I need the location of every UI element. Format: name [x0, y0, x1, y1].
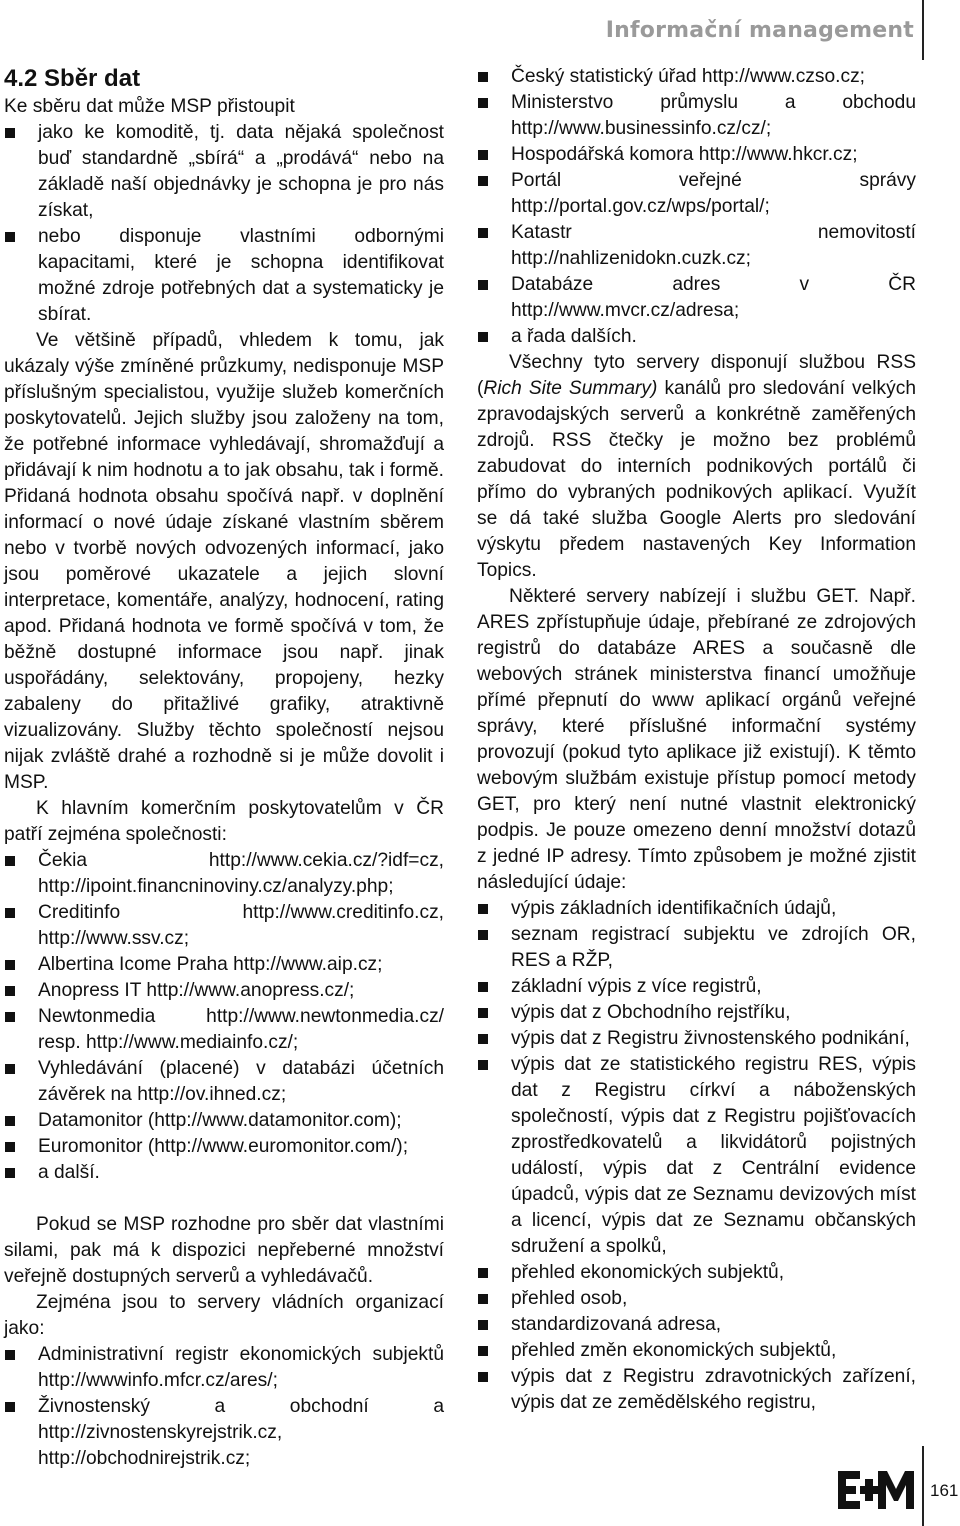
journal-logo-icon — [838, 1469, 914, 1511]
list-item: seznam registrací subjektu ve zdrojích OR, RES a RŽP, — [477, 922, 916, 974]
list-item: Čekia http://www.cekia.cz/?idf=cz, http://ipoint.financninoviny.cz/analyzy.php; — [4, 848, 444, 900]
page-number: 161 — [930, 1481, 959, 1500]
list-item: přehled osob, — [477, 1286, 916, 1312]
paragraph — [477, 350, 916, 584]
right-column — [477, 64, 916, 1416]
list-item: přehled ekonomických subjektů, — [477, 1260, 916, 1286]
list-item: výpis dat z Obchodního rejstříku, — [477, 1000, 916, 1026]
get-data-list — [477, 896, 916, 1416]
list-item: základní výpis z více registrů, — [477, 974, 916, 1000]
list-item: Anopress IT http://www.anopress.cz/; — [4, 978, 444, 1004]
paragraph: Některé servery nabízejí i službu GET. Např. ARES zpřístupňuje údaje, přebírané ze zdrojových registrů do databáze ARES a současně dle webových stránek ministerstva financí umožňuje přímé přepnutí do www aplikací orgánů veřejné správy, které příslušné informační systémy provozují (pokud tyto aplikace již existují). K těmto webovým službám existuje přístup pomocí metody GET, pro který není nutné vlastnit elektronický podpis. Je pouze omezeno denní množství dotazů z jedné IP adresy. Tímto způsobem je možné zjistit následující údaje: — [477, 586, 916, 893]
list-item: Newtonmedia http://www.newtonmedia.cz/ resp. http://www.mediainfo.cz/; — [4, 1004, 444, 1056]
list-item: Ministerstvo průmyslu a obchodu http://www.businessinfo.cz/cz/; — [477, 90, 916, 142]
list-item: Databáze adres v ČR http://www.mvcr.cz/adresa; — [477, 272, 916, 324]
left-column — [4, 64, 444, 1472]
list-item: standardizovaná adresa, — [477, 1312, 916, 1338]
providers-list — [4, 848, 444, 1186]
list-item: Datamonitor (http://www.datamonitor.com); — [4, 1108, 444, 1134]
intro-list — [4, 120, 444, 328]
section-title: 4.2 Sběr dat — [4, 65, 141, 92]
intro-paragraph: Ke sběru dat může MSP přistoupit — [4, 96, 295, 117]
paragraph: Pokud se MSP rozhodne pro sběr dat vlastními silami, pak má k dispozici nepřeberné množství veřejně dostupných serverů a vyhledávačů. — [4, 1214, 444, 1287]
list-item: Český statistický úřad http://www.czso.cz; — [477, 64, 916, 90]
list-item: a další. — [4, 1160, 444, 1186]
paragraph: K hlavním komerčním poskytovatelům v ČR patří zejména společnosti: — [4, 798, 444, 845]
list-item: Administrativní registr ekonomických subjektů http://wwwinfo.mfcr.cz/ares/; — [4, 1342, 444, 1394]
list-item: Vyhledávání (placené) v databázi účetních závěrek na http://ov.ihned.cz; — [4, 1056, 444, 1108]
list-item: Euromonitor (http://www.euromonitor.com/); — [4, 1134, 444, 1160]
list-item: výpis dat z Registru živnostenského podnikání, — [477, 1026, 916, 1052]
gov-list-left — [4, 1342, 444, 1472]
list-item: Živnostenský a obchodní a http://zivnostenskyrejstrik.cz, http://obchodnirejstrik.cz; — [4, 1394, 444, 1472]
footer-divider — [922, 1446, 924, 1526]
list-item: Hospodářská komora http://www.hkcr.cz; — [477, 142, 916, 168]
list-item: Portál veřejné správy http://portal.gov.cz/wps/portal/; — [477, 168, 916, 220]
running-header — [0, 0, 960, 60]
list-item: Albertina Icome Praha http://www.aip.cz; — [4, 952, 444, 978]
paragraph: Zejména jsou to servery vládních organizací jako: — [4, 1292, 444, 1339]
list-item: nebo disponuje vlastními odbornými kapacitami, které je schopna identifikovat možné zdroje potřebných dat a systematicky je sbírat. — [4, 224, 444, 328]
list-item: jako ke komoditě, tj. data nějaká společnost buď standardně „sbírá“ a „prodává“ nebo na základě naší objednávky je schopna je pro nás získat, — [4, 120, 444, 224]
paragraph: Ve většině případů, vhledem k tomu, jak ukázaly výše zmíněné průzkumy, nedisponuje MSP příslušným specialistou, využije služeb komerčních poskytovatelů. Jejich služby jsou založeny na tom, že potřebné informace vyhledávají, shromažďují a přidávají k nim hodnotu a to jak obsahu, tak i formě. Přidaná hodnota obsahu spočívá např. v doplnění informací o nové údaje získané vlastním sběrem nebo v tvorbě nových odvozených informací, jako jsou poměrové ukazatele a jejich slovní interpretace, komentáře, analýzy, hodnocení, rating apod. Přidaná hodnota ve formě spočívá v tom, že běžně dostupné informace jsou např. jinak uspořádány, selektovány, propojeny, hezky zabaleny do přitažlivé grafiky, atraktivně vizualizovány. Služby těchto společností nejsou nijak zvláště drahé a rozhodně si je může dovolit i MSP. — [4, 330, 444, 793]
list-item: výpis základních identifikačních údajů, — [477, 896, 916, 922]
rss-text-end: kanálů pro sledování velkých zpravodajských serverů a konkrétně zaměřených zdrojů. RSS čtečky je možno bez problémů zabudovat do interních podnikových portálů či přímo do vybraných podnikových aplikací. Využít se dá také služba Google Alerts pro sledování výskytu předem nastavených Key Information Topics. — [477, 378, 917, 581]
rss-text-start: Všechny tyto servery disponují službou RSS ( — [477, 352, 916, 399]
list-item: výpis dat ze statistického registru RES, výpis dat z Registru církví a náboženských společností, výpis dat z Registru pojišťovacích zprostředkovatelů a likvidátorů pojistných událostí, výpis dat z Centrální evidence úpadců, výpis dat ze Seznamu devizových míst a licencí, výpis dat ze Seznamu občanských sdružení a spolků, — [477, 1052, 916, 1260]
list-item: přehled změn ekonomických subjektů, — [477, 1338, 916, 1364]
header-title: Informační management — [605, 18, 914, 43]
header-divider — [922, 0, 924, 60]
gov-list-right — [477, 64, 916, 350]
list-item: výpis dat z Registru zdravotnických zařízení, výpis dat ze zemědělského registru, — [477, 1364, 916, 1416]
list-item: Katastr nemovitostí http://nahlizenidokn.cuzk.cz; — [477, 220, 916, 272]
list-item: Creditinfo http://www.creditinfo.cz, http://www.ssv.cz; — [4, 900, 444, 952]
rss-term: Rich Site Summary) — [483, 378, 658, 399]
list-item: a řada dalších. — [477, 324, 916, 350]
